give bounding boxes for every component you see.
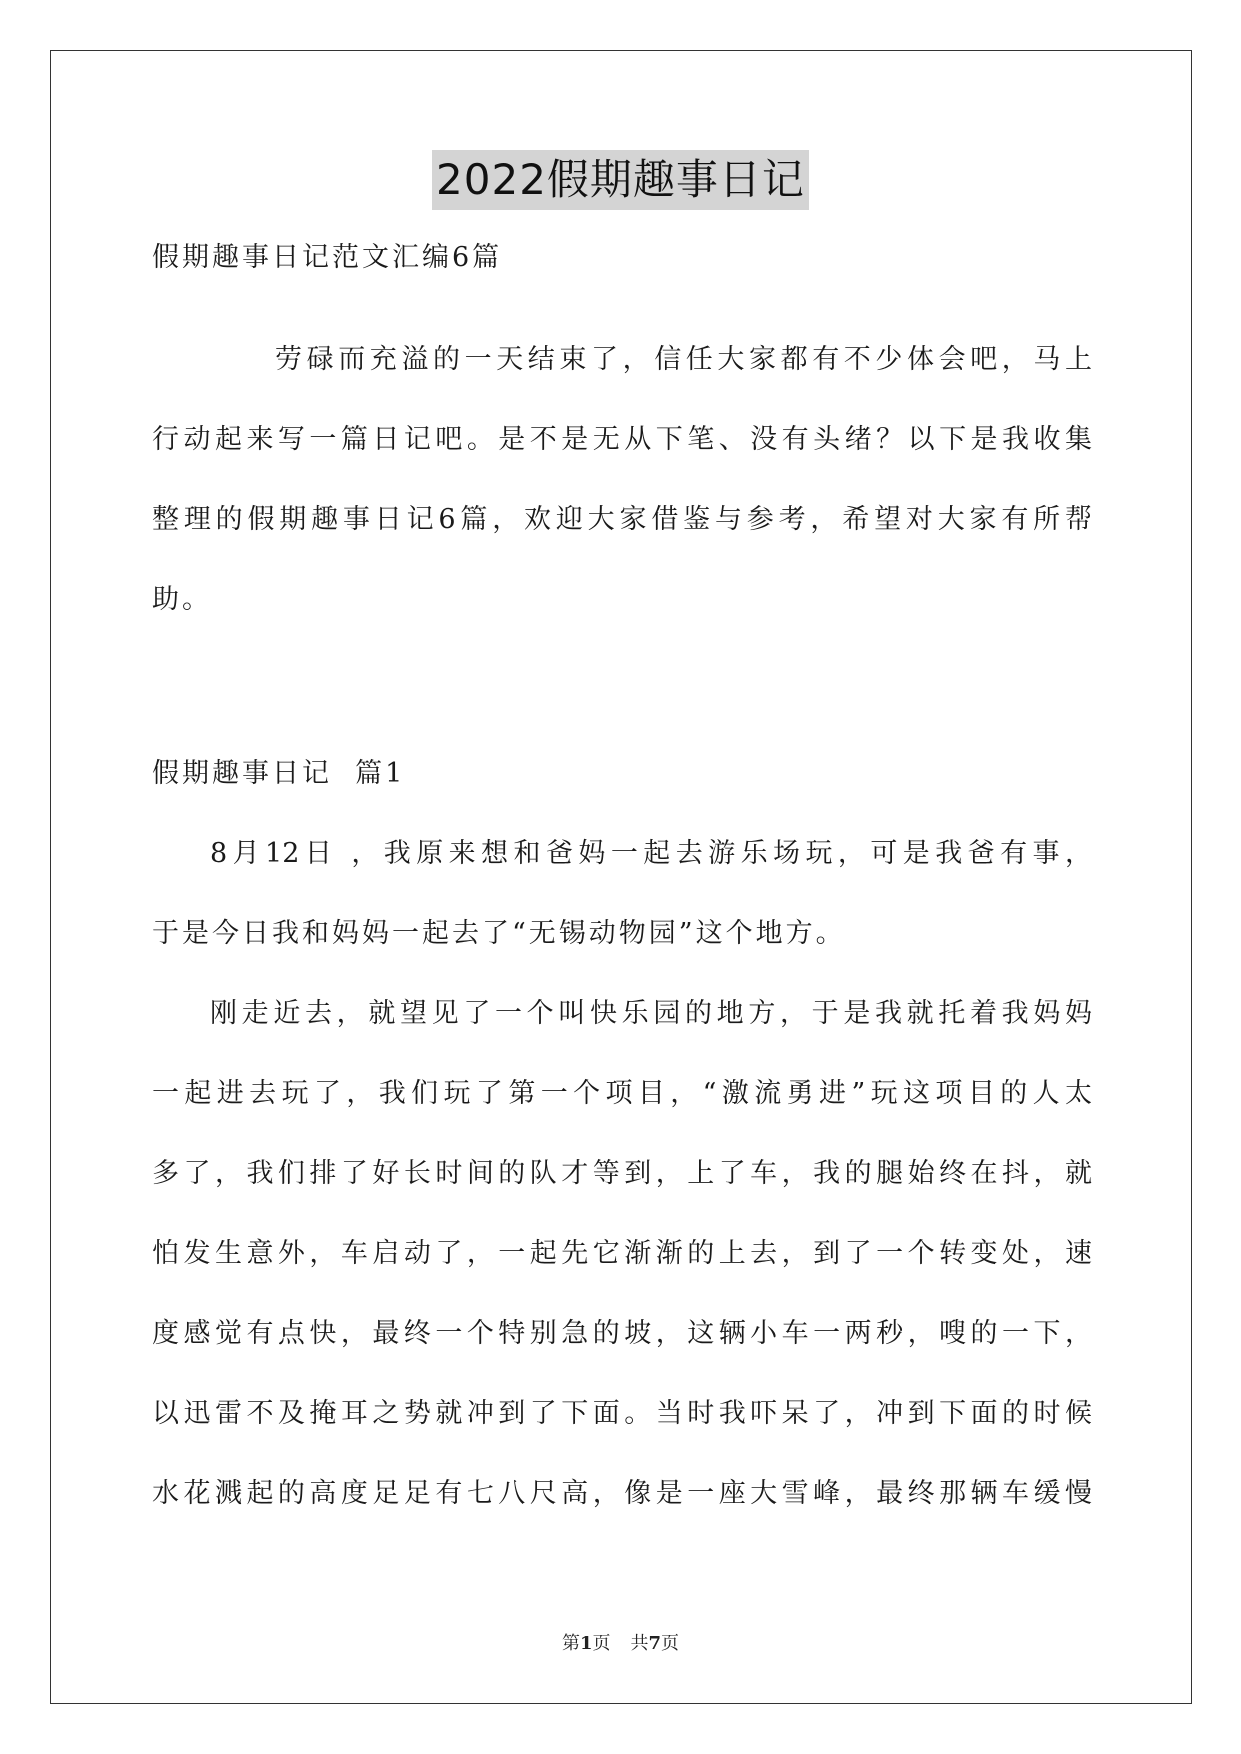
para2-line-3: 多了，我们排了好长时间的队才等到，上了车，我的腿始终在抖，就: [152, 1158, 1092, 1189]
footer-page-current: 1: [579, 1633, 593, 1654]
page-footer: [0, 1632, 1241, 1656]
footer-total-prefix: 共: [630, 1633, 649, 1654]
intro-line-4: 助。: [152, 584, 212, 615]
para2-line-6: 以迅雷不及掩耳之势就冲到了下面。当时我吓呆了，冲到下面的时候: [152, 1398, 1092, 1429]
para1-line-1: 8月12日 ，我原来想和爸妈一起去游乐场玩，可是我爸有事，: [210, 838, 1092, 869]
footer-total-suffix: 页: [661, 1633, 680, 1654]
document-title: 2022假期趣事日记: [432, 150, 809, 210]
title-container: [0, 150, 1241, 210]
intro-line-2: 行动起来写一篇日记吧。是不是无从下笔、没有头绪？以下是我收集: [152, 424, 1092, 455]
intro-line-3: 整理的假期趣事日记6篇，欢迎大家借鉴与参考，希望对大家有所帮: [152, 504, 1092, 535]
section-heading: 假期趣事日记 篇1: [152, 758, 406, 789]
para2-line-5: 度感觉有点快，最终一个特别急的坡，这辆小车一两秒，嗖的一下，: [152, 1318, 1092, 1349]
para2-line-7: 水花溅起的高度足足有七八尺高，像是一座大雪峰，最终那辆车缓慢: [152, 1478, 1092, 1509]
para1-line-2: 于是今日我和妈妈一起去了“无锡动物园”这个地方。: [152, 918, 846, 949]
footer-page-total: 7: [648, 1633, 662, 1654]
para2-line-2: 一起进去玩了，我们玩了第一个项目，“激流勇进”玩这项目的人太: [152, 1078, 1092, 1109]
para2-line-1: 刚走近去，就望见了一个叫快乐园的地方，于是我就托着我妈妈: [210, 998, 1092, 1029]
para2-line-4: 怕发生意外，车启动了，一起先它渐渐的上去，到了一个转变处，速: [152, 1238, 1092, 1269]
page-border: [50, 50, 1192, 1704]
footer-page-prefix: 第: [561, 1633, 580, 1654]
document-subtitle: 假期趣事日记范文汇编6篇: [152, 242, 503, 273]
footer-page-mid: 页: [592, 1633, 611, 1654]
intro-line-1: 劳碌而充溢的一天结束了，信任大家都有不少体会吧，马上: [275, 344, 1092, 375]
